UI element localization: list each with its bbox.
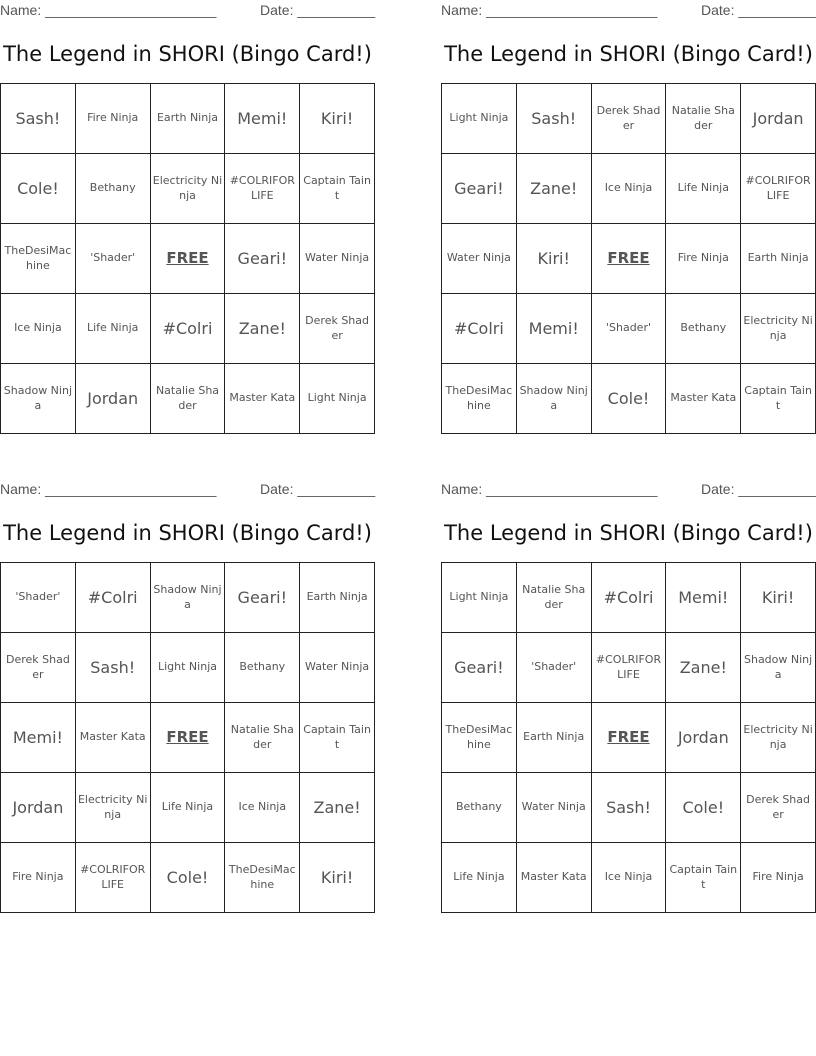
card-header: [0, 479, 375, 501]
bingo-cell: Geari!: [442, 154, 517, 224]
bingo-cell: Shadow Ninja: [741, 633, 816, 703]
bingo-cell: Geari!: [442, 633, 517, 703]
bingo-cell: 'Shader': [76, 224, 151, 294]
bingo-cell: Electricity Ninja: [741, 294, 816, 364]
bingo-cell: 'Shader': [592, 294, 667, 364]
bingo-cell: Cole!: [151, 843, 226, 913]
bingo-cell: Master Kata: [225, 364, 300, 434]
bingo-cell: #COLRIFORLIFE: [76, 843, 151, 913]
bingo-card-2: [441, 0, 816, 412]
bingo-cell: Jordan: [741, 84, 816, 154]
bingo-cell: #Colri: [442, 294, 517, 364]
bingo-cell: Earth Ninja: [300, 563, 375, 633]
bingo-grid: [0, 83, 375, 434]
bingo-cell: Earth Ninja: [517, 703, 592, 773]
bingo-cell: Bethany: [225, 633, 300, 703]
bingo-cell: Jordan: [1, 773, 76, 843]
bingo-cell: #Colri: [592, 563, 667, 633]
bingo-cell: #Colri: [76, 563, 151, 633]
card-header: [0, 0, 375, 22]
name-field-label: Name: ______________________: [0, 481, 217, 497]
free-space-cell: FREE: [151, 703, 226, 773]
bingo-cell: Zane!: [666, 633, 741, 703]
bingo-cell: Kiri!: [300, 84, 375, 154]
bingo-cell: Zane!: [517, 154, 592, 224]
bingo-cell: Kiri!: [741, 563, 816, 633]
bingo-cell: Fire Ninja: [76, 84, 151, 154]
bingo-grid: [441, 562, 816, 913]
bingo-cell: Light Ninja: [151, 633, 226, 703]
bingo-cell: Bethany: [666, 294, 741, 364]
bingo-cell: Memi!: [225, 84, 300, 154]
bingo-cell: Captain Taint: [300, 703, 375, 773]
bingo-cell: Captain Taint: [741, 364, 816, 434]
date-field-label: Date: __________: [701, 481, 816, 497]
bingo-cell: Shadow Ninja: [151, 563, 226, 633]
name-field-label: Name: ______________________: [0, 2, 217, 18]
bingo-cell: Master Kata: [666, 364, 741, 434]
bingo-cell: Electricity Ninja: [741, 703, 816, 773]
bingo-cell: Light Ninja: [300, 364, 375, 434]
bingo-cell: Sash!: [517, 84, 592, 154]
bingo-cell: Life Ninja: [151, 773, 226, 843]
bingo-cell: Earth Ninja: [151, 84, 226, 154]
bingo-cell: Sash!: [592, 773, 667, 843]
bingo-cell: Memi!: [517, 294, 592, 364]
bingo-cell: 'Shader': [517, 633, 592, 703]
bingo-cell: Fire Ninja: [741, 843, 816, 913]
bingo-cell: Jordan: [666, 703, 741, 773]
bingo-cell: Ice Ninja: [592, 843, 667, 913]
free-space-cell: FREE: [151, 224, 226, 294]
bingo-cell: Ice Ninja: [225, 773, 300, 843]
bingo-card-4: [441, 479, 816, 891]
date-field-label: Date: __________: [701, 2, 816, 18]
bingo-cell: Derek Shader: [741, 773, 816, 843]
bingo-cell: Master Kata: [76, 703, 151, 773]
bingo-cell: Water Ninja: [300, 633, 375, 703]
bingo-cell: Earth Ninja: [741, 224, 816, 294]
bingo-cell: Kiri!: [517, 224, 592, 294]
bingo-cell: Zane!: [225, 294, 300, 364]
bingo-cell: Master Kata: [517, 843, 592, 913]
card-header: [441, 0, 816, 22]
card-header: [441, 479, 816, 501]
free-space-cell: FREE: [592, 224, 667, 294]
bingo-cell: Electricity Ninja: [151, 154, 226, 224]
bingo-cell: Life Ninja: [666, 154, 741, 224]
date-field-label: Date: __________: [260, 2, 376, 18]
bingo-cell: TheDesiMachine: [1, 224, 76, 294]
bingo-cell: Water Ninja: [517, 773, 592, 843]
bingo-card-1: [0, 0, 376, 412]
bingo-cell: Captain Taint: [666, 843, 741, 913]
bingo-cell: Geari!: [225, 563, 300, 633]
bingo-cell: Life Ninja: [442, 843, 517, 913]
card-title: The Legend in SHORI (Bingo Card!): [444, 42, 813, 66]
card-title: The Legend in SHORI (Bingo Card!): [3, 521, 372, 545]
bingo-cell: Geari!: [225, 224, 300, 294]
card-title: The Legend in SHORI (Bingo Card!): [3, 42, 372, 66]
bingo-cell: Jordan: [76, 364, 151, 434]
bingo-cell: Kiri!: [300, 843, 375, 913]
bingo-cell: #Colri: [151, 294, 226, 364]
bingo-cell: 'Shader': [1, 563, 76, 633]
bingo-cell: Natalie Shader: [666, 84, 741, 154]
bingo-cell: TheDesiMachine: [442, 703, 517, 773]
bingo-cell: Bethany: [76, 154, 151, 224]
bingo-cell: Sash!: [76, 633, 151, 703]
bingo-cell: Ice Ninja: [1, 294, 76, 364]
free-space-cell: FREE: [592, 703, 667, 773]
bingo-cell: Bethany: [442, 773, 517, 843]
bingo-cell: Water Ninja: [300, 224, 375, 294]
bingo-card-3: [0, 479, 376, 891]
bingo-cell: Natalie Shader: [225, 703, 300, 773]
bingo-cell: Shadow Ninja: [1, 364, 76, 434]
bingo-cell: Cole!: [666, 773, 741, 843]
name-field-label: Name: ______________________: [441, 2, 658, 18]
bingo-cell: Cole!: [592, 364, 667, 434]
bingo-cell: Shadow Ninja: [517, 364, 592, 434]
bingo-cell: Sash!: [1, 84, 76, 154]
bingo-cell: Life Ninja: [76, 294, 151, 364]
bingo-cell: Natalie Shader: [517, 563, 592, 633]
bingo-cell: Ice Ninja: [592, 154, 667, 224]
bingo-cell: Zane!: [300, 773, 375, 843]
bingo-cell: Derek Shader: [300, 294, 375, 364]
name-field-label: Name: ______________________: [441, 481, 658, 497]
bingo-cell: Water Ninja: [442, 224, 517, 294]
bingo-cell: Memi!: [666, 563, 741, 633]
bingo-cell: Derek Shader: [592, 84, 667, 154]
bingo-cell: TheDesiMachine: [225, 843, 300, 913]
bingo-grid: [441, 83, 816, 434]
bingo-cell: Natalie Shader: [151, 364, 226, 434]
bingo-cell: #COLRIFORLIFE: [741, 154, 816, 224]
bingo-cell: Light Ninja: [442, 563, 517, 633]
bingo-cell: Derek Shader: [1, 633, 76, 703]
bingo-cell: Fire Ninja: [666, 224, 741, 294]
bingo-cell: Memi!: [1, 703, 76, 773]
bingo-cell: Electricity Ninja: [76, 773, 151, 843]
card-title: The Legend in SHORI (Bingo Card!): [444, 521, 813, 545]
date-field-label: Date: __________: [260, 481, 376, 497]
bingo-cell: #COLRIFORLIFE: [592, 633, 667, 703]
bingo-cell: Captain Taint: [300, 154, 375, 224]
bingo-cell: #COLRIFORLIFE: [225, 154, 300, 224]
bingo-cell: Fire Ninja: [1, 843, 76, 913]
bingo-cell: Light Ninja: [442, 84, 517, 154]
bingo-cell: Cole!: [1, 154, 76, 224]
bingo-grid: [0, 562, 375, 913]
bingo-cell: TheDesiMachine: [442, 364, 517, 434]
